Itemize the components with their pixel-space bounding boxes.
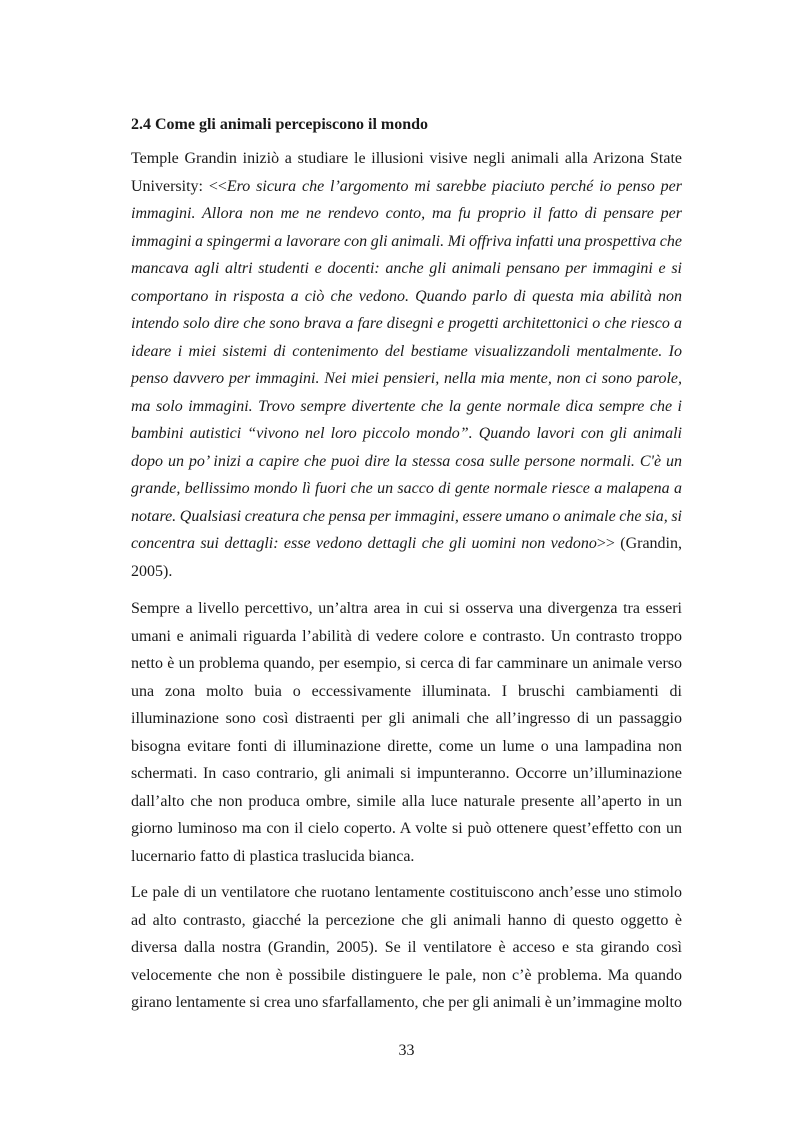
text-line [131, 338, 682, 366]
quote-text: mancava agli altri studenti e docenti: anche gli animali pensano per immagini e si [131, 260, 682, 277]
quote-text: ideare i miei sistemi di contenimento del bestiame visualizzandoli mentalmente. Io [131, 342, 682, 360]
text-line [131, 788, 682, 816]
text-line [131, 733, 682, 761]
text-line [131, 650, 682, 678]
text-line [131, 475, 682, 503]
text-line [131, 879, 682, 907]
paragraph [131, 595, 682, 870]
quote-text: immagini a spingermi a lavorare con gli animali. Mi offriva infatti una prospettiva che [131, 232, 682, 250]
text-line [131, 678, 682, 706]
quote-text: comportano in risposta a ciò che vedono. Quando parlo di questa mia abilità non [131, 287, 682, 305]
text-line [131, 420, 682, 448]
line-text: giorno luminoso ma con il cielo coperto. A volte si può ottenere quest’effetto con un [131, 820, 682, 837]
line-text: ad alto contrasto, giacché la percezione che gli animali hanno di questo oggetto è [131, 911, 682, 929]
line-text: bisogna evitare fonti di illuminazione dirette, come un lume o una lampadina non [131, 737, 682, 755]
line-text: schermati. In caso contrario, gli animali si impunteranno. Occorre un’illuminazione [131, 765, 682, 782]
text-line [131, 595, 682, 623]
text-line [131, 760, 682, 788]
text-line [131, 310, 682, 338]
paragraph-quote [131, 145, 682, 585]
text-line [131, 365, 682, 393]
citation-text: >> (Grandin, [596, 535, 682, 552]
text-line [131, 705, 682, 733]
quote-text: penso davvero per immagini. Nei miei pensieri, nella mia mente, non ci sono parole, [131, 370, 682, 387]
quote-text: bambini autistici “vivono nel loro piccolo mondo”. Quando lavori con gli animali [131, 425, 682, 442]
line-text: Le pale di un ventilatore che ruotano lentamente costituiscono anch’esse uno stimolo [131, 884, 682, 901]
quote-text: Ero sicura che l’argomento mi sarebbe piaciuto perché io penso per [226, 177, 682, 195]
text-line [131, 200, 682, 228]
text-line [131, 228, 682, 256]
line-text: Sempre a livello percettivo, un’altra area in cui si osserva una divergenza tra esseri [131, 600, 682, 617]
text-line [131, 503, 682, 531]
line-text: lucernario fatto di plastica traslucida bianca. [131, 847, 415, 865]
section-heading: 2.4 Come gli animali percepiscono il mondo [131, 116, 429, 133]
citation-text: 2005). [131, 562, 173, 580]
text-line [131, 255, 682, 283]
line-text: velocemente che non è possibile distinguere le pale, non c’è problema. Ma quando [131, 966, 682, 984]
paragraph [131, 879, 682, 1017]
text-line [131, 815, 682, 843]
text-line [131, 173, 682, 201]
line-text: University: << [131, 177, 227, 195]
text-line [131, 530, 682, 558]
text-line [131, 145, 682, 173]
line-text: Temple Grandin iniziò a studiare le illusioni visive negli animali alla Arizona State [131, 150, 682, 167]
text-line [131, 283, 682, 311]
text-line [131, 962, 682, 990]
line-text: diversa dalla nostra (Grandin, 2005). Se il ventilatore è acceso e sta girando così [131, 939, 682, 956]
text-line [131, 989, 682, 1017]
line-text: girano lentamente si crea uno sfarfallamento, che per gli animali è un’immagine molto [131, 994, 682, 1011]
text-line [131, 393, 682, 421]
text-line [131, 934, 682, 962]
line-text: umani e animali riguarda l’abilità di vedere colore e contrasto. Un contrasto troppo [131, 627, 682, 645]
quote-text: concentra sui dettagli: esse vedono dettagli che gli uomini non vedono [131, 535, 597, 552]
quote-text: notare. Qualsiasi creatura che pensa per immagini, essere umano o animale che sia, si [131, 507, 682, 525]
quote-text: dopo un po’ inizi a capire che puoi dire la stessa cosa sulle persone normali. C'è un [131, 452, 682, 470]
quote-text: intendo solo dire che sono brava a fare disegni e progetti architettonici o che riesco a [131, 315, 682, 332]
line-text: una zona molto buia o eccessivamente illuminata. I bruschi cambiamenti di [131, 682, 682, 700]
text-line [131, 558, 682, 586]
text-line [131, 843, 682, 871]
line-text: illuminazione sono così distraenti per gli animali che all’ingresso di un passaggio [131, 710, 682, 727]
page-number: 33 [398, 1042, 415, 1059]
text-line [131, 623, 682, 651]
line-text: netto è un problema quando, per esempio, si cerca di far camminare un animale verso [131, 655, 682, 672]
quote-text: immagini. Allora non me ne rendevo conto, ma fu proprio il fatto di pensare per [131, 205, 682, 222]
text-line [131, 448, 682, 476]
quote-text: ma solo immagini. Trovo sempre divertente che la gente normale dica sempre che i [131, 397, 682, 415]
line-text: dall’alto che non produca ombre, simile alla luce naturale presente all’aperto in un [131, 792, 682, 810]
quote-text: grande, bellissimo mondo lì fuori che un sacco di gente normale riesce a malapena a [131, 480, 682, 497]
text-line [131, 907, 682, 935]
